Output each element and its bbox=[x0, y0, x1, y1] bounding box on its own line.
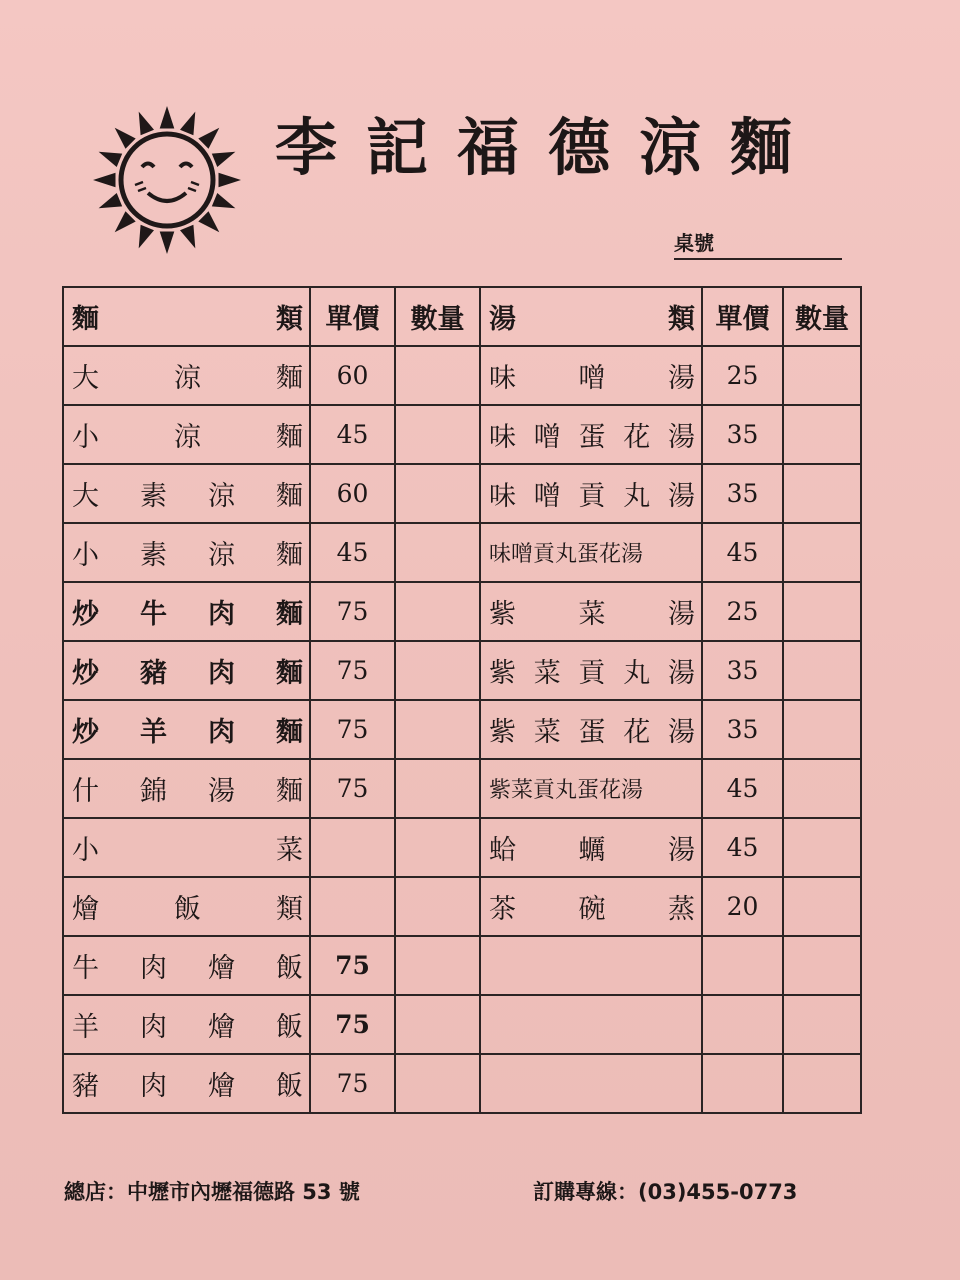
menu-row bbox=[63, 523, 861, 582]
right-item-cell bbox=[480, 818, 702, 877]
left-item-cell bbox=[63, 818, 310, 877]
left-item-name: 燴 飯 類 bbox=[72, 894, 303, 925]
right-price-cell: 35 bbox=[702, 641, 783, 700]
right-price-cell: 45 bbox=[702, 523, 783, 582]
left-item-cell bbox=[63, 582, 310, 641]
menu-row bbox=[63, 936, 861, 995]
sun-ray bbox=[115, 128, 136, 149]
right-item-name: 味 噌 貢 丸 湯 bbox=[489, 481, 695, 512]
right-item-name bbox=[481, 937, 701, 994]
sun-ray bbox=[180, 112, 195, 136]
right-item-name: 茶 碗 蒸 bbox=[489, 894, 695, 925]
left-item-cell bbox=[63, 877, 310, 936]
menu-row bbox=[63, 700, 861, 759]
right-item-name: 味 噌 蛋 花 湯 bbox=[489, 422, 695, 453]
right-qty-cell[interactable] bbox=[783, 1054, 861, 1113]
left-qty-cell[interactable] bbox=[395, 523, 480, 582]
left-item-cell bbox=[63, 995, 310, 1054]
table-number-label: 桌號 bbox=[674, 231, 714, 255]
left-price-cell: 75 bbox=[310, 700, 395, 759]
left-item-cell bbox=[63, 641, 310, 700]
right-item-cell bbox=[480, 936, 702, 995]
menu-row bbox=[63, 1054, 861, 1113]
left-qty-cell[interactable] bbox=[395, 818, 480, 877]
right-qty-cell[interactable] bbox=[783, 818, 861, 877]
left-item-name: 羊 肉 燴 飯 bbox=[72, 1012, 303, 1043]
right-item-name: 味噌貢丸蛋花湯 bbox=[489, 542, 644, 567]
left-qty-cell[interactable] bbox=[395, 877, 480, 936]
left-price-cell: 75 bbox=[310, 759, 395, 818]
right-qty-cell[interactable] bbox=[783, 641, 861, 700]
menu-row bbox=[63, 877, 861, 936]
right-item-cell bbox=[480, 523, 702, 582]
left-item-name: 牛 肉 燴 飯 bbox=[72, 953, 303, 984]
left-qty-cell[interactable] bbox=[395, 995, 480, 1054]
store-address: 總店：中壢市內壢福德路 53 號 bbox=[64, 1180, 360, 1204]
right-price-cell: 35 bbox=[702, 700, 783, 759]
menu-row bbox=[63, 582, 861, 641]
sun-ray bbox=[99, 152, 123, 167]
sun-ray bbox=[212, 193, 236, 208]
sun-ray bbox=[180, 225, 195, 249]
left-item-name: 大 涼 麵 bbox=[72, 363, 303, 394]
right-item-cell bbox=[480, 877, 702, 936]
soup-category-header bbox=[480, 287, 702, 346]
left-qty-cell[interactable] bbox=[395, 464, 480, 523]
order-table bbox=[62, 286, 862, 1114]
right-qty-cell[interactable] bbox=[783, 582, 861, 641]
right-item-name: 蛤 蠣 湯 bbox=[489, 835, 695, 866]
right-item-cell bbox=[480, 1054, 702, 1113]
right-price-cell: 35 bbox=[702, 464, 783, 523]
sun-ray bbox=[198, 211, 219, 232]
sun-ray bbox=[160, 106, 175, 129]
right-qty-cell[interactable] bbox=[783, 700, 861, 759]
right-item-cell bbox=[480, 582, 702, 641]
left-price-cell: 45 bbox=[310, 405, 395, 464]
sun-ray bbox=[198, 128, 219, 149]
soup-category-label: 湯 類 bbox=[489, 304, 695, 335]
right-price-cell bbox=[702, 995, 783, 1054]
menu-row bbox=[63, 464, 861, 523]
right-item-cell bbox=[480, 759, 702, 818]
left-price-cell: 75 bbox=[310, 936, 395, 995]
menu-row bbox=[63, 405, 861, 464]
right-price-cell: 20 bbox=[702, 877, 783, 936]
right-item-name: 紫 菜 蛋 花 湯 bbox=[489, 717, 695, 748]
sun-ray bbox=[139, 225, 154, 249]
left-item-name: 小 涼 麵 bbox=[72, 422, 303, 453]
left-qty-cell[interactable] bbox=[395, 346, 480, 405]
left-qty-cell[interactable] bbox=[395, 641, 480, 700]
right-price-cell: 25 bbox=[702, 346, 783, 405]
right-price-cell: 35 bbox=[702, 405, 783, 464]
left-price-cell: 60 bbox=[310, 346, 395, 405]
noodle-category-header bbox=[63, 287, 310, 346]
left-item-name: 什 錦 湯 麵 bbox=[72, 776, 303, 807]
right-price-cell bbox=[702, 1054, 783, 1113]
right-qty-cell[interactable] bbox=[783, 759, 861, 818]
right-item-name: 味 噌 湯 bbox=[489, 363, 695, 394]
right-item-cell bbox=[480, 995, 702, 1054]
table-number-field[interactable] bbox=[674, 228, 842, 260]
left-price-cell: 75 bbox=[310, 1054, 395, 1113]
left-price-cell: 75 bbox=[310, 641, 395, 700]
qty-header: 數量 bbox=[395, 287, 480, 346]
left-item-cell bbox=[63, 759, 310, 818]
right-item-cell bbox=[480, 641, 702, 700]
right-item-name: 紫 菜 貢 丸 湯 bbox=[489, 658, 695, 689]
right-item-name bbox=[481, 996, 701, 1053]
price-header: 單價 bbox=[310, 287, 395, 346]
left-item-name: 炒 牛 肉 麵 bbox=[72, 599, 303, 630]
left-price-cell bbox=[310, 877, 395, 936]
right-item-name bbox=[481, 1055, 701, 1112]
left-item-name: 小 菜 bbox=[72, 835, 303, 866]
shop-title: 李記福德涼麵 bbox=[275, 111, 822, 184]
left-price-cell bbox=[310, 818, 395, 877]
left-qty-cell[interactable] bbox=[395, 700, 480, 759]
sun-ray bbox=[160, 232, 175, 255]
left-price-cell: 75 bbox=[310, 582, 395, 641]
left-item-cell bbox=[63, 405, 310, 464]
left-qty-cell[interactable] bbox=[395, 759, 480, 818]
sun-logo-icon bbox=[90, 105, 245, 255]
right-qty-cell[interactable] bbox=[783, 346, 861, 405]
right-item-cell bbox=[480, 464, 702, 523]
left-qty-cell[interactable] bbox=[395, 582, 480, 641]
price-header: 單價 bbox=[702, 287, 783, 346]
left-price-cell: 60 bbox=[310, 464, 395, 523]
right-item-name: 紫菜貢丸蛋花湯 bbox=[489, 778, 644, 803]
right-item-cell bbox=[480, 700, 702, 759]
left-item-cell bbox=[63, 464, 310, 523]
left-item-name: 豬 肉 燴 飯 bbox=[72, 1071, 303, 1102]
right-qty-cell[interactable] bbox=[783, 523, 861, 582]
right-qty-cell[interactable] bbox=[783, 405, 861, 464]
menu-row bbox=[63, 818, 861, 877]
left-item-cell bbox=[63, 700, 310, 759]
menu-row bbox=[63, 995, 861, 1054]
order-phone: 訂購專線：(03)455-0773 bbox=[533, 1180, 798, 1204]
right-item-cell bbox=[480, 346, 702, 405]
right-qty-cell[interactable] bbox=[783, 995, 861, 1054]
right-qty-cell[interactable] bbox=[783, 877, 861, 936]
menu-row bbox=[63, 346, 861, 405]
left-item-name: 炒 豬 肉 麵 bbox=[72, 658, 303, 689]
left-qty-cell[interactable] bbox=[395, 1054, 480, 1113]
sun-ray bbox=[139, 112, 154, 136]
left-price-cell: 45 bbox=[310, 523, 395, 582]
left-item-cell bbox=[63, 523, 310, 582]
left-item-cell bbox=[63, 936, 310, 995]
left-item-name: 炒 羊 肉 麵 bbox=[72, 717, 303, 748]
right-price-cell: 25 bbox=[702, 582, 783, 641]
right-price-cell: 45 bbox=[702, 818, 783, 877]
sun-ray bbox=[212, 152, 236, 167]
right-price-cell: 45 bbox=[702, 759, 783, 818]
right-price-cell bbox=[702, 936, 783, 995]
table-header-row bbox=[63, 287, 861, 346]
right-item-name: 紫 菜 湯 bbox=[489, 599, 695, 630]
right-qty-cell[interactable] bbox=[783, 464, 861, 523]
left-qty-cell[interactable] bbox=[395, 936, 480, 995]
left-qty-cell[interactable] bbox=[395, 405, 480, 464]
right-qty-cell[interactable] bbox=[783, 936, 861, 995]
sun-ray bbox=[219, 173, 242, 188]
menu-row bbox=[63, 759, 861, 818]
noodle-category-label: 麵 類 bbox=[72, 304, 303, 335]
sun-ray bbox=[93, 173, 116, 188]
sun-ray bbox=[115, 211, 136, 232]
left-item-cell bbox=[63, 1054, 310, 1113]
sun-ray bbox=[99, 193, 123, 208]
left-item-cell bbox=[63, 346, 310, 405]
left-item-name: 小 素 涼 麵 bbox=[72, 540, 303, 571]
menu-row bbox=[63, 641, 861, 700]
qty-header: 數量 bbox=[783, 287, 861, 346]
right-item-cell bbox=[480, 405, 702, 464]
left-item-name: 大 素 涼 麵 bbox=[72, 481, 303, 512]
left-price-cell: 75 bbox=[310, 995, 395, 1054]
